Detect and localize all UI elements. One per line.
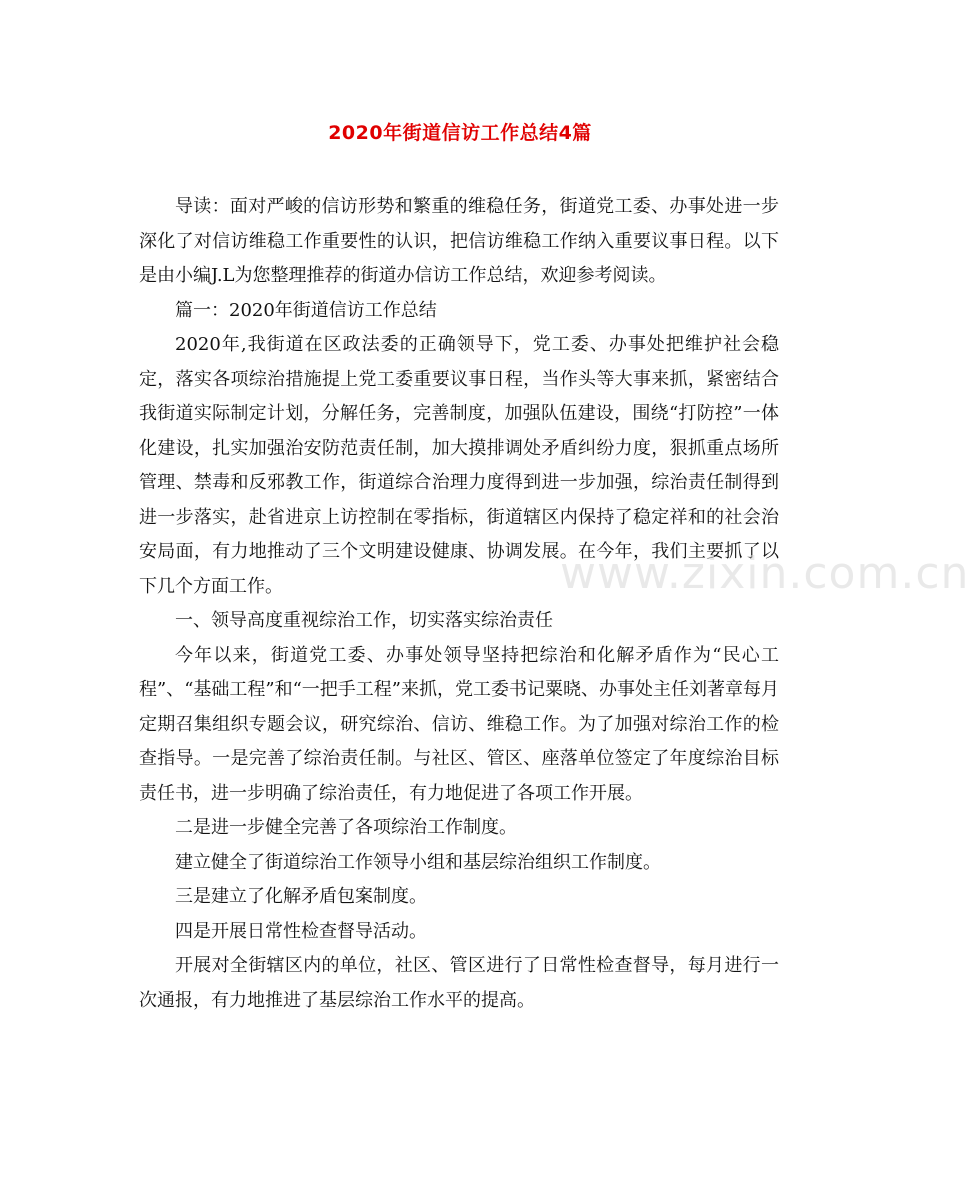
- paragraph-intro: 导读：面对严峻的信访形势和繁重的维稳任务，街道党工委、办事处进一步深化了对信访维稳工作重要性的认识，把信访维稳工作纳入重要议事日程。以下是由小编J.L为您整理推荐的街道办信访工作总结，欢迎参考阅读。: [139, 196, 779, 286]
- paragraph-overview: 2020年,我街道在区政法委的正确领导下，党工委、办事处把维护社会稳定，落实各项综治措施提上党工委重要议事日程，当作头等大事来抓，紧密结合我街道实际制定计划，分解任务，完善制度，加强队伍建设，围绕“打防控”一体化建设，扎实加强治安防范责任制，加大摸排调处矛盾纠纷力度，狠抓重点场所管理、禁毒和反邪教工作，街道综合治理力度得到进一步加强，综治责任制得到进一步落实，赴省进京上访控制在零指标，街道辖区内保持了稳定祥和的社会治安局面，有力地推动了三个文明建设健康、协调发展。在今年，我们主要抓了以下几个方面工作。: [139, 334, 779, 597]
- document-body: [139, 190, 779, 1018]
- watermark-text: www.zixin.com.cn: [560, 548, 969, 599]
- paragraph-leadership: 今年以来，街道党工委、办事处领导坚持把综治和化解矛盾作为“民心工程”、“基础工程”和“一把手工程”来抓，党工委书记粟晓、办事处主任刘著章每月定期召集组织专题会议，研究综治、信访、维稳工作。为了加强对综治工作的检查指导。一是完善了综治责任制。与社区、管区、座落单位签定了年度综治目标责任书，进一步明确了综治责任，有力地促进了各项工作开展。: [139, 644, 780, 804]
- paragraph-section-heading: 篇一：2020年街道信访工作总结: [175, 299, 437, 321]
- paragraph-point-2: 二是进一步健全完善了各项综治工作制度。: [175, 817, 517, 838]
- document-title: 2020年街道信访工作总结4篇: [328, 122, 592, 144]
- paragraph-point-3: 三是建立了化解矛盾包案制度。: [175, 886, 427, 907]
- paragraph-point-4: 四是开展日常性检查督导活动。: [175, 920, 427, 942]
- paragraph-heading-1: 一、领导高度重视综治工作，切实落实综治责任: [175, 610, 553, 631]
- paragraph-inspection: 开展对全街辖区内的单位，社区、管区进行了日常性检查督导，每月进行一次通报，有力地推进了基层综治工作水平的提高。: [139, 955, 779, 1011]
- paragraph-system: 建立健全了街道综治工作领导小组和基层综治组织工作制度。: [175, 851, 661, 873]
